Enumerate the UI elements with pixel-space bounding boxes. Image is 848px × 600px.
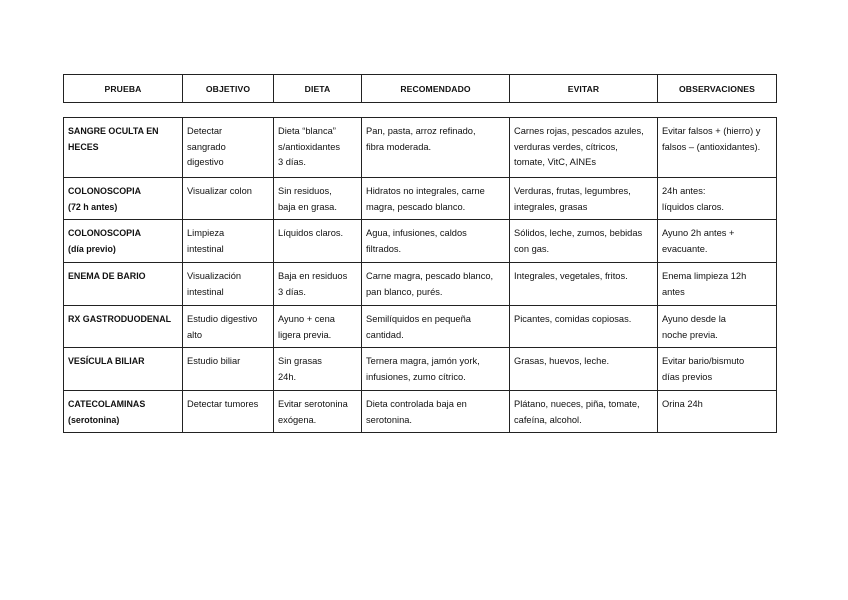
objetivo-text: Estudio biliar	[187, 356, 241, 366]
recomendado-text: Agua, infusiones, caldos filtrados.	[366, 228, 467, 254]
objetivo-cell	[183, 118, 274, 178]
dieta-cell	[274, 263, 362, 306]
dieta-cell	[274, 118, 362, 178]
evitar-cell	[510, 118, 658, 178]
dieta-cell	[274, 178, 362, 220]
evitar-text: Picantes, comidas copiosas.	[514, 314, 632, 324]
prueba-text: COLONOSCOPIA (día previo)	[68, 228, 141, 254]
observaciones-text: Enema limpieza 12h antes	[662, 271, 747, 297]
dieta-text: Líquidos claros.	[278, 228, 344, 238]
objetivo-text: Visualización intestinal	[187, 271, 242, 297]
prueba-cell	[64, 118, 183, 178]
dieta-cell	[274, 391, 362, 433]
observaciones-cell	[658, 263, 777, 306]
recomendado-text: Semilíquidos en pequeña cantidad.	[366, 314, 471, 340]
objetivo-cell	[183, 178, 274, 220]
observaciones-text: Ayuno desde la noche previa.	[662, 314, 726, 340]
dieta-text: Sin grasas 24h.	[278, 356, 322, 382]
dieta-cell	[274, 306, 362, 348]
objetivo-cell	[183, 220, 274, 263]
evitar-text: Carnes rojas, pescados azules, verduras verdes, cítricos, tomate, VitC, AINEs	[514, 126, 644, 167]
header-objetivo: OBJETIVO	[183, 75, 274, 103]
prueba-text: ENEMA DE BARIO	[68, 271, 146, 281]
evitar-text: Plátano, nueces, piña, tomate, cafeína, alcohol.	[514, 399, 640, 425]
objetivo-cell	[183, 263, 274, 306]
dieta-text: Ayuno + cena ligera previa.	[278, 314, 335, 340]
objetivo-cell	[183, 391, 274, 433]
observaciones-cell	[658, 220, 777, 263]
recomendado-text: Hidratos no integrales, carne magra, pescado blanco.	[366, 186, 485, 212]
header-prueba: PRUEBA	[64, 75, 183, 103]
objetivo-text: Visualizar colon	[187, 186, 252, 196]
header-recomendado: RECOMENDADO	[362, 75, 510, 103]
table-row	[64, 220, 777, 263]
header-observaciones: OBSERVACIONES	[658, 75, 777, 103]
recomendado-text: Pan, pasta, arroz refinado, fibra moderada.	[366, 126, 476, 152]
table-row	[64, 348, 777, 391]
recomendado-cell	[362, 391, 510, 433]
header-table	[63, 74, 777, 103]
dieta-text: Sin residuos, baja en grasa.	[278, 186, 337, 212]
recomendado-cell	[362, 348, 510, 391]
objetivo-text: Estudio digestivo alto	[187, 314, 258, 340]
objetivo-cell	[183, 348, 274, 391]
prueba-cell	[64, 306, 183, 348]
recomendado-text: Dieta controlada baja en serotonina.	[366, 399, 467, 425]
observaciones-cell	[658, 306, 777, 348]
prueba-text: SANGRE OCULTA EN HECES	[68, 126, 159, 152]
observaciones-text: Evitar bario/bismuto días previos	[662, 356, 745, 382]
evitar-text: Verduras, frutas, legumbres, integrales, grasas	[514, 186, 631, 212]
prueba-cell	[64, 348, 183, 391]
table-row	[64, 306, 777, 348]
evitar-cell	[510, 220, 658, 263]
observaciones-text: Ayuno 2h antes + evacuante.	[662, 228, 735, 254]
evitar-cell	[510, 178, 658, 220]
prueba-cell	[64, 263, 183, 306]
evitar-cell	[510, 263, 658, 306]
observaciones-cell	[658, 391, 777, 433]
objetivo-text: Detectar sangrado digestivo	[187, 126, 226, 167]
dieta-text: Dieta “blanca” s/antioxidantes 3 días.	[278, 126, 341, 167]
prueba-cell	[64, 220, 183, 263]
header-row	[64, 75, 777, 103]
prueba-cell	[64, 178, 183, 220]
prueba-text: VESÍCULA BILIAR	[68, 356, 145, 366]
evitar-cell	[510, 306, 658, 348]
recomendado-text: Carne magra, pescado blanco, pan blanco, purés.	[366, 271, 494, 297]
observaciones-text: Orina 24h	[662, 399, 703, 409]
dieta-cell	[274, 348, 362, 391]
objetivo-text: Limpieza intestinal	[187, 228, 225, 254]
objetivo-text: Detectar tumores	[187, 399, 259, 409]
evitar-text: Grasas, huevos, leche.	[514, 356, 610, 366]
dieta-text: Baja en residuos 3 días.	[278, 271, 348, 297]
observaciones-text: 24h antes: líquidos claros.	[662, 186, 725, 212]
observaciones-cell	[658, 178, 777, 220]
table-row	[64, 263, 777, 306]
recomendado-cell	[362, 118, 510, 178]
prueba-text: COLONOSCOPIA (72 h antes)	[68, 186, 141, 212]
evitar-text: Sólidos, leche, zumos, bebidas con gas.	[514, 228, 643, 254]
table-row	[64, 178, 777, 220]
table-row	[64, 118, 777, 178]
evitar-cell	[510, 348, 658, 391]
evitar-text: Integrales, vegetales, fritos.	[514, 271, 628, 281]
recomendado-cell	[362, 306, 510, 348]
prueba-text: RX GASTRODUODENAL	[68, 314, 172, 324]
objetivo-cell	[183, 306, 274, 348]
observaciones-cell	[658, 348, 777, 391]
dieta-cell	[274, 220, 362, 263]
recomendado-text: Ternera magra, jamón york, infusiones, zumo cítrico.	[366, 356, 480, 382]
observaciones-text: Evitar falsos + (hierro) y falsos – (antioxidantes).	[662, 126, 761, 152]
evitar-cell	[510, 391, 658, 433]
dieta-text: Evitar serotonina exógena.	[278, 399, 348, 425]
header-evitar: EVITAR	[510, 75, 658, 103]
recomendado-cell	[362, 220, 510, 263]
recomendado-cell	[362, 263, 510, 306]
table-row	[64, 391, 777, 433]
body-table	[63, 117, 777, 433]
prueba-text: CATECOLAMINAS (serotonina)	[68, 399, 146, 425]
header-dieta: DIETA	[274, 75, 362, 103]
observaciones-cell	[658, 118, 777, 178]
prueba-cell	[64, 391, 183, 433]
recomendado-cell	[362, 178, 510, 220]
